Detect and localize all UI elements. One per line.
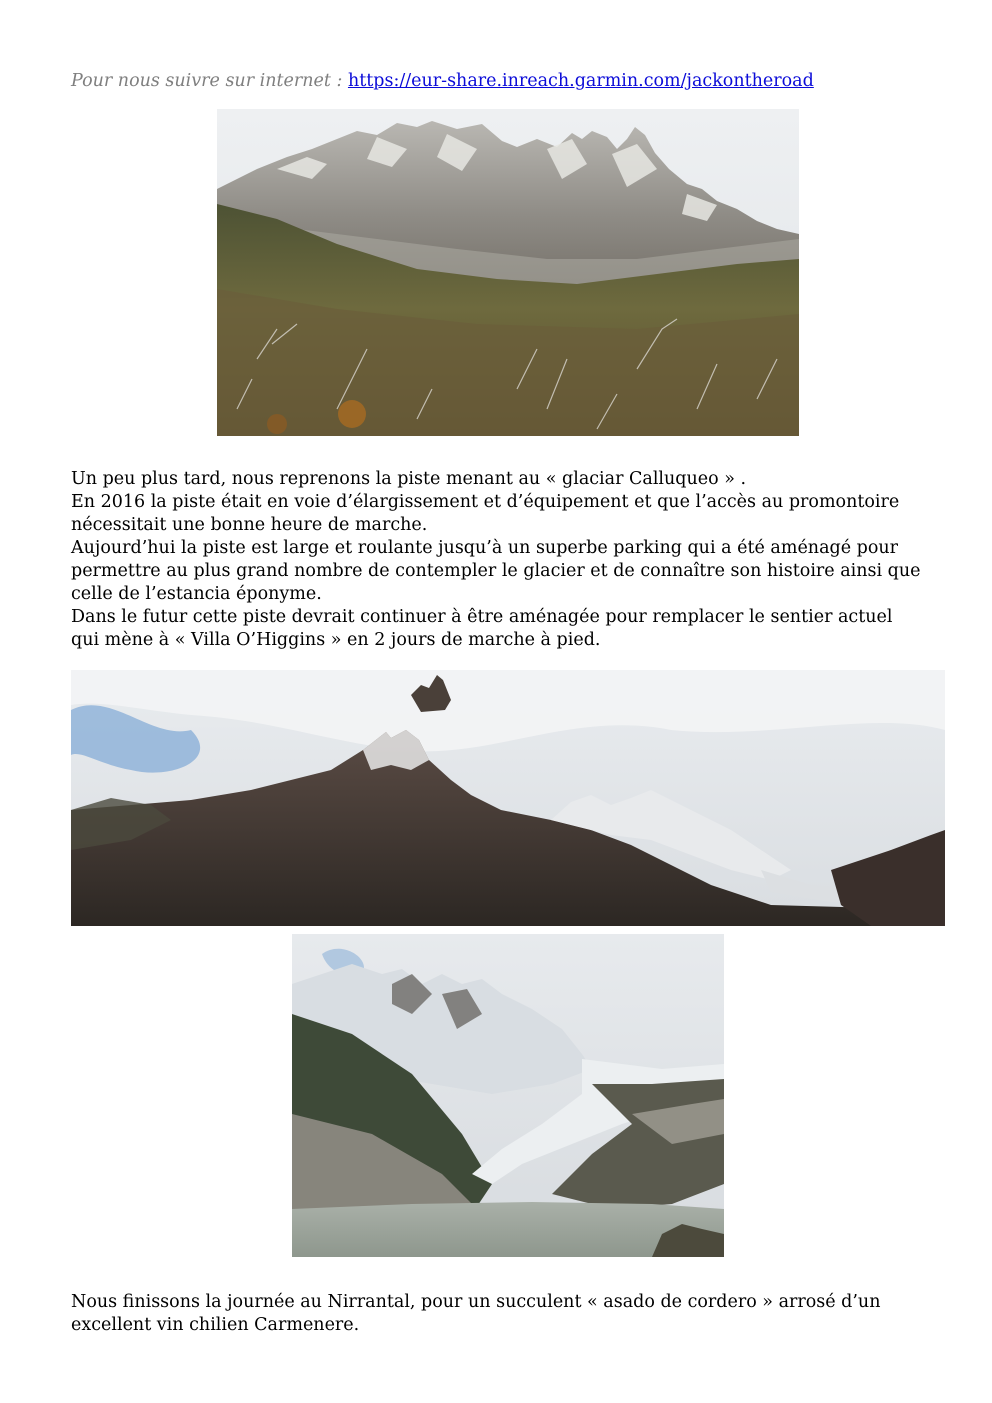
- paragraph-line: Dans le futur cette piste devrait continuer à être aménagée pour remplacer le sentier actuel qui mène à « Villa O’Higgins » en 2 jours de marche à pied.: [71, 607, 893, 650]
- paragraph-line: Un peu plus tard, nous reprenons la piste menant au « glaciar Calluqueo » .: [71, 469, 747, 489]
- photo-rocky-peaks: [217, 109, 799, 436]
- follow-label: Pour nous suivre sur internet :: [71, 71, 343, 91]
- photo-glacier-panorama: [71, 670, 945, 926]
- photo-glacier-lake: [292, 934, 724, 1257]
- paragraph-line: En 2016 la piste était en voie d’élargissement et d’équipement et que l’accès au promontoire nécessitait une bonne heure de marche.: [71, 492, 900, 535]
- paragraph-line: Aujourd’hui la piste est large et roulante jusqu’à un superbe parking qui a été aménagé pour permettre au plus grand nombre de contempler le glacier et de connaître son histoire ainsi que celle de l’estancia éponyme.: [71, 538, 921, 604]
- paragraph-nirrantal: [71, 1291, 921, 1337]
- follow-line: [71, 70, 814, 92]
- tracking-link[interactable]: https://eur-share.inreach.garmin.com/jackontheroad: [347, 71, 814, 91]
- paragraph-line: Nous finissons la journée au Nirrantal, pour un succulent « asado de cordero » arrosé d’un excellent vin chilien Carmenere.: [71, 1292, 881, 1335]
- paragraph-glaciar-calluqueo: [71, 468, 921, 652]
